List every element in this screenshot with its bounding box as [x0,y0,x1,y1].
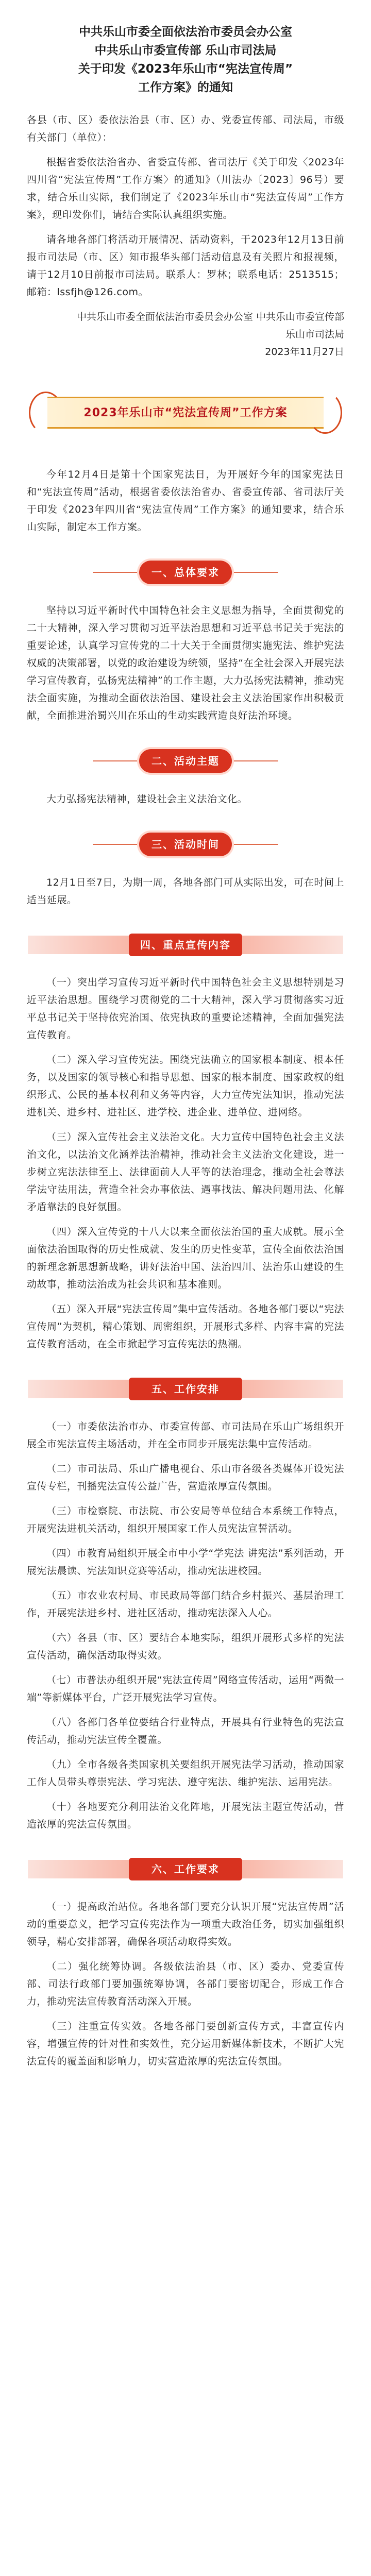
signature-org: 中共乐山市委全面依法治市委员会办公室 中共乐山市委宣传部 [76,311,344,323]
document-header [27,23,344,97]
section-heading [93,561,278,584]
section-title: 四、重点宣传内容 [129,934,242,956]
section-title: 二、活动主题 [139,749,232,773]
list-item: （一）突出学习宣传习近平新时代中国特色社会主义思想特别是习近平法治思想。围绕学习贯彻党的二十大精神，深入学习贯彻落实习近平总书记关于坚持依宪治国、依宪执政的重要论述精神，全面加强宪法宣传教育。 [27,977,344,1041]
header-line: 工作方案》的通知 [138,81,233,94]
list-item: （五）深入开展“宪法宣传周”集中宣传活动。各地各部门要以“宪法宣传周”为契机，精心策划、周密组织，开展形式多样、内容丰富的宪法宣传教育活动，在全市掀起学习宣传宪法的热潮。 [27,1303,344,1350]
signature-org: 乐山市司法局 [285,329,344,340]
list-item: （三）市检察院、市法院、市公安局等单位结合本系统工作特点，开展宪法进机关活动，组织开展国家工作人员宪法宣誓活动。 [27,1505,344,1534]
signature-date: 2023年11月27日 [265,346,344,358]
section-heading [93,749,278,773]
list-item: （一）市委依法治市办、市委宣传部、市司法局在乐山广场组织开展全市宪法宣传主场活动，并在全市同步开展宪法集中宣传活动。 [27,1421,344,1450]
section-heading [93,833,278,856]
section-heading [28,1378,343,1400]
header-line: 关于印发《2023年乐山市“宪法宣传周” [78,62,293,76]
plan-title-banner [27,381,344,443]
list-item: （三）注重宣传实效。各地各部门要创新宣传方式，丰富宣传内容，增强宣传的针对性和实效性，充分运用新媒体新技术，不断扩大宪法宣传的覆盖面和影响力，切实营造浓厚的宪法宣传氛围。 [27,2021,344,2067]
section-title: 五、工作安排 [129,1378,242,1400]
section-title: 六、工作要求 [129,1858,242,1880]
plan-title: 2023年乐山市“宪法宣传周”工作方案 [83,406,288,419]
signature-block [27,308,344,361]
list-item: （七）市普法办组织开展“宪法宣传周”网络宣传活动，运用“两微一端”等新媒体平台，广泛开展宪法学习宣传。 [27,1674,344,1703]
list-item: （二）强化统筹协调。各级依法治县（市、区）委办、党委宣传部、司法行政部门要加强统筹协调，各部门要密切配合，形成工作合力，推动宪法宣传教育活动深入开展。 [27,1961,344,2007]
list-item: （六）各县（市、区）要结合本地实际，组织开展形式多样的宪法宣传活动，确保活动取得实效。 [27,1632,344,1661]
section-body: 大力弘扬宪法精神，建设社会主义法治文化。 [46,793,248,805]
list-item: （二）市司法局、乐山广播电视台、乐山市各级各类媒体开设宪法宣传专栏，刊播宪法宣传公益广告，营造浓厚宣传氛围。 [27,1463,344,1492]
list-item: （九）全市各级各类国家机关要组织开展宪法学习活动，推动国家工作人员带头尊崇宪法、学习宪法、遵守宪法、维护宪法、运用宪法。 [27,1759,344,1788]
list-item: （一）提高政治站位。各地各部门要充分认识开展“宪法宣传周”活动的重要意义，把学习宣传宪法作为一项重大政治任务，切实加强组织领导，精心安排部署，确保各项活动取得实效。 [27,1901,344,1947]
list-item: （五）市农业农村局、市民政局等部门结合乡村振兴、基层治理工作，开展宪法进乡村、进社区活动，推动宪法深入人心。 [27,1590,344,1619]
list-item: （十）各地要充分利用法治文化阵地，开展宪法主题宣传活动，营造浓厚的宪法宣传氛围。 [27,1801,344,1830]
section-body: 坚持以习近平新时代中国特色社会主义思想为指导，全面贯彻党的二十大精神，深入学习贯彻习近平法治思想和习近平总书记关于宪法的重要论述，认真学习宣传党的二十大关于全面贯彻实施宪法、维护宪法权威的决策部署，以党的政治建设为统领，坚持“在全社会深入开展宪法学习宣传教育，弘扬宪法精神”的工作主题，大力弘扬宪法精神，推动宪法全面实施，为推动全面依法治国、建设社会主义法治国家作出积极贡献，全面推进治蜀兴川在乐山的生动实践营造良好法治环境。 [27,605,344,721]
section-title: 三、活动时间 [139,833,232,856]
intro-paragraph: 请各地各部门将活动开展情况、活动资料，于2023年12月13日前报市司法局（市、区）知市报华头部门活动信息及有关照片和报视频，请于12月10日前报市司法局。联系人：罗林；联系电话：2513515；邮箱：lssfjh@126.com。 [27,234,344,298]
intro-paragraph: 根据省委依法治省办、省委宣传部、省司法厅《关于印发〈2023年四川省“宪法宣传周”工作方案〉的通知》（川法办〔2023〕96号）要求，结合乐山实际，我们制定了《2023年乐山市“宪法宣传周”工作方案》，现印发你们，请结合实际认真组织实施。 [27,157,344,221]
list-item: （二）深入学习宣传宪法。围绕宪法确立的国家根本制度、根本任务，以及国家的领导核心和指导思想、国家的根本制度、国家政权的组织形式、公民的基本权利和义务等内容，大力宣传宪法知识，推动宪法进机关、进乡村、进社区、进学校、进企业、进单位、进网络。 [27,1054,344,1118]
list-item: （三）深入宣传社会主义法治文化。大力宣传中国特色社会主义法治文化，以法治文化涵养法治精神，推动社会主义法治文化建设，进一步树立宪法法律至上、法律面前人人平等的法治理念，推动全社会尊法学法守法用法，营造全社会办事依法、遇事找法、解决问题用法、化解矛盾靠法的良好氛围。 [27,1131,344,1213]
section-heading [28,934,343,956]
list-item: （八）各部门各单位要结合行业特点，开展具有行业特色的宪法宣传活动，推动宪法宣传全覆盖。 [27,1717,344,1745]
section-body: 12月1日至7日，为期一周，各地各部门可从实际出发，可在时间上适当延展。 [27,877,344,906]
section-heading [28,1858,343,1880]
plan-intro: 今年12月4日是第十个国家宪法日，为开展好今年的国家宪法日和“宪法宣传周”活动，根据省委依法治省办、省委宣传部、省司法厅关于印发《2023年四川省“宪法宣传周”工作方案》的通知要求，结合乐山实际，制定本工作方案。 [27,469,344,533]
header-line: 中共乐山市委宣传部 乐山市司法局 [94,44,277,57]
flourish-right-icon [308,392,342,434]
section-title: 一、总体要求 [139,561,232,584]
recipients: 各县（市、区）委依法治县（市、区）办、党委宣传部、司法局，市级有关部门（单位）： [27,114,344,143]
list-item: （四）深入宣传党的十八大以来全面依法治国的重大成就。展示全面依法治国取得的历史性成就、发生的历史性变革，宣传全面依法治国的新理念新思想新战略，讲好法治中国、法治四川、法治乐山建设的生动故事，推动法治成为社会共识和基本准则。 [27,1226,344,1290]
list-item: （四）市教育局组织开展全市中小学“学宪法 讲宪法”系列活动，开展宪法晨读、宪法知识竞赛等活动，推动宪法进校园。 [27,1548,344,1577]
header-line: 中共乐山市委全面依法治市委员会办公室 [79,25,292,39]
